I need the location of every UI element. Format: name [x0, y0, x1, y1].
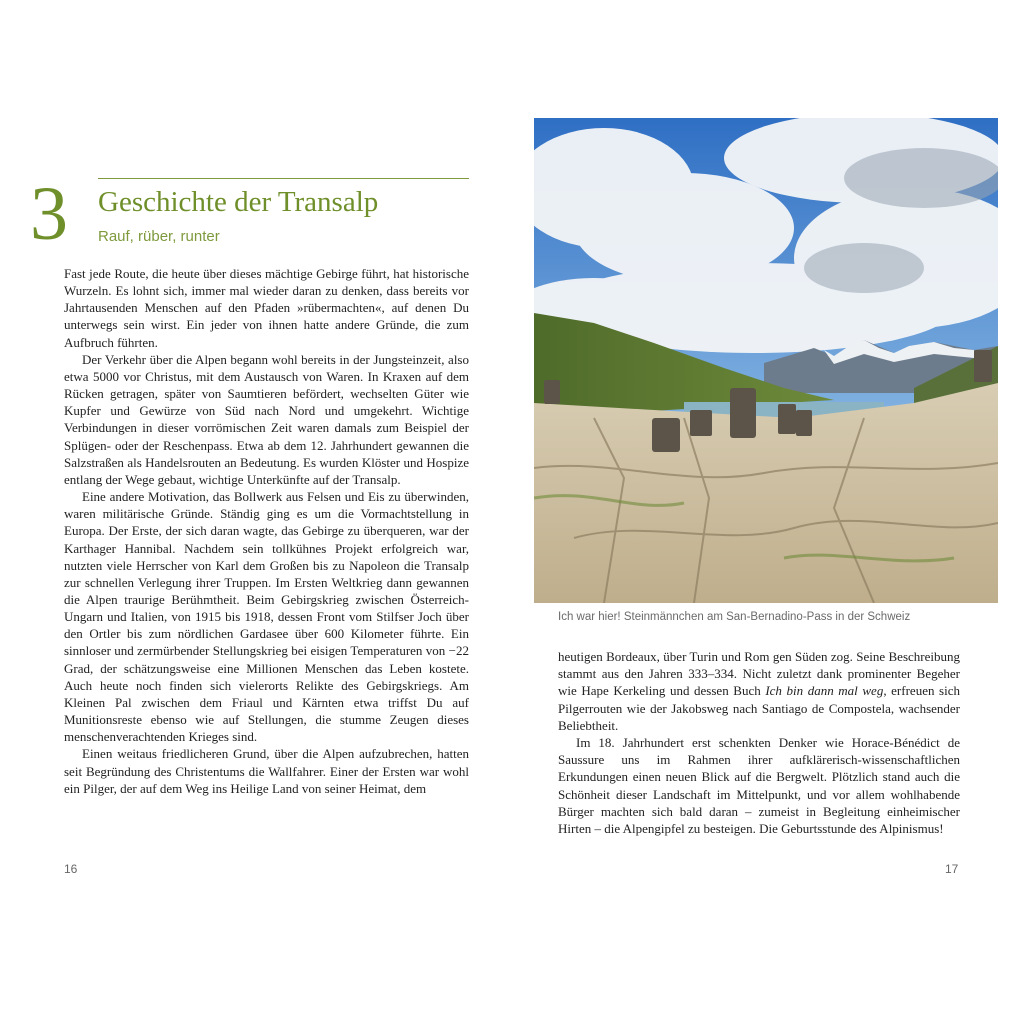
left-body-text	[64, 265, 469, 797]
page-number-right: 17	[945, 862, 959, 876]
paragraph-text: , erfreuen sich Pilgerrouten wie der Jakobsweg nach Santiago de Compostela, wachsender Beliebtheit.	[558, 683, 960, 733]
chapter-number: 3	[30, 172, 68, 256]
right-body-text	[558, 648, 960, 837]
photo-illustration	[534, 118, 998, 603]
chapter-rule	[98, 178, 469, 179]
paragraph: Fast jede Route, die heute über dieses mächtige Gebirge führt, hat historische Wurzeln. Es lohnt sich, immer mal wieder daran zu denken, dass bereits vor Jahrtausenden Menschen auf den Pfaden »rübermachten«, auf denen Du unterwegs sein wirst. Ein jeder von ihnen hatte andere Gründe, die zum Aufbruch führten.	[64, 266, 469, 350]
photo-caption: Ich war hier! Steinmännchen am San-Bernadino-Pass in der Schweiz	[558, 611, 911, 623]
paragraph-text: heutigen Bordeaux, über Turin und Rom gen Süden zog. Seine Beschreibung stammt aus den Jahren 333–334. Nicht zuletzt dank prominenter Begeher wie Hape Kerkeling und dessen Buch	[558, 649, 960, 699]
chapter-subtitle: Rauf, rüber, runter	[98, 228, 220, 245]
paragraph: Eine andere Motivation, das Bollwerk aus Felsen und Eis zu überwinden, waren militärische Gründe. Ständig ging es um die Vormachtstellung in Europa. Der Erste, der sich daran wagte, das Gebirge zu überqueren, war der Karthager Hannibal. Nachdem sein tollkühnes Projekt erfolgreich war, nutzten viele Herrscher von Karl dem Großen bis zu Napoleon die Transalp zur schnellen Verlegung ihrer Truppen. Im Ersten Weltkrieg dann gewannen die Alpen traurige Berühmtheit. Beim Gebirgskrieg zwischen Österreich-Ungarn und Italien, von 1915 bis 1918, dessen Front vom Stilfser Joch über den Ortler bis zum nördlichen Gardasee über 600 Kilometer führte. Ein sinnloser und zermürbender Stellungskrieg bei eisigen Temperaturen von −22 Grad, der schätzungsweise eine Millionen Menschen das Leben kostete. Auch heute noch finden sich vielerorts Relikte des Gebirgskriegs. Am Kleinen Pal zwischen dem Friaul und Kärnten etwa triffst Du auf Munitionsreste ebenso wie auf Stellungen, die stumme Zeugen dieses menschenverachtenden Krieges sind.	[64, 489, 469, 745]
chapter-title: Geschichte der Transalp	[98, 186, 379, 218]
paragraph: Einen weitaus friedlicheren Grund, über die Alpen aufzubrechen, hatten seit Begründung des Christentums die Wallfahrer. Einer der Ersten war wohl ein Pilger, der auf dem Weg ins Heilige Land von seiner Heimat, dem	[64, 746, 469, 796]
paragraph: Im 18. Jahrhundert erst schenkten Denker wie Horace-Bénédict de Saussure uns im Rahmen ihrer aufklärerisch-wissenschaftlichen Erkundungen einen neuen Blick auf die Bergwelt. Plötzlich stand auch die Schönheit dieser Landschaft im Mittelpunkt, und vor allem wohlhabende Bürger machten sich bald daran – zumeist in Begleitung einheimischer Hirten – die Alpengipfel zu besteigen. Die Geburtsstunde des Alpinismus!	[558, 735, 960, 837]
paragraph	[558, 648, 960, 734]
mountain-photo	[534, 118, 998, 603]
paragraph: Der Verkehr über die Alpen begann wohl bereits in der Jungsteinzeit, also etwa 5000 vor Christus, mit dem Austausch von Waren. In Kraxen auf dem Rücken getragen, später von Saumtieren befördert, wechselten Güter wie Kupfer und Gewürze von Süd nach Nord und umgekehrt. Wichtige Verbindungen in dieser vorrömischen Zeit waren damals zum Beispiel der Splügen- oder der Reschenpass. Etwa ab dem 12. Jahrhundert gewannen die Salzstraßen als Handelsrouten an Bedeutung. Es wurden Klöster und Hospize entlang der Wege gebaut, wichtige Unterkünfte auf der Transalp.	[64, 351, 469, 487]
page-number-left: 16	[64, 862, 78, 876]
book-title: Ich bin dann mal weg	[765, 683, 884, 699]
